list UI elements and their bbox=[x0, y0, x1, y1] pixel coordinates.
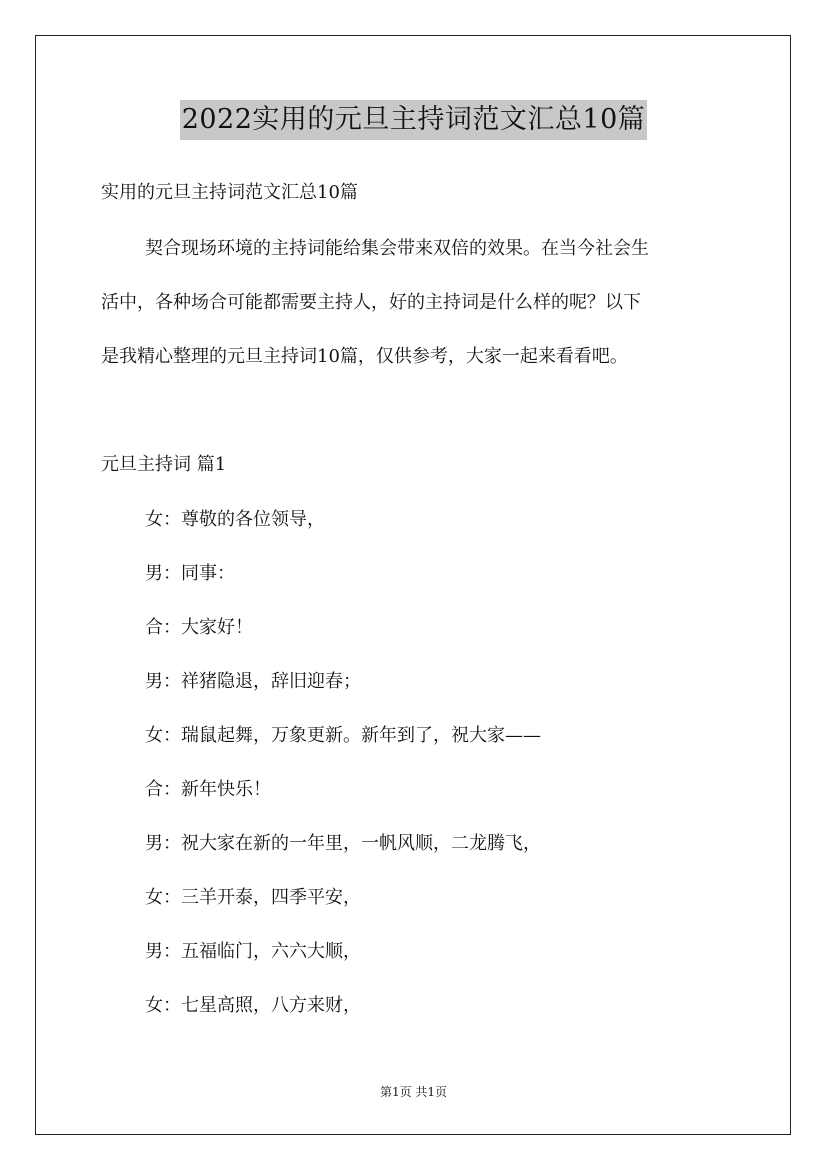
document-subtitle: 实用的元旦主持词范文汇总10篇 bbox=[101, 182, 358, 203]
intro-line-3: 是我精心整理的元旦主持词10篇，仅供参考，大家一起来看看吧。 bbox=[101, 346, 628, 367]
dialogue-line: 女：尊敬的各位领导， bbox=[145, 509, 325, 530]
dialogue-line: 女：七星高照，八方来财， bbox=[145, 995, 361, 1016]
intro-line-2: 活中，各种场合可能都需要主持人，好的主持词是什么样的呢？以下 bbox=[101, 292, 641, 313]
dialogue-line: 女：三羊开泰，四季平安， bbox=[145, 887, 361, 908]
intro-line-1: 契合现场环境的主持词能给集会带来双倍的效果。在当今社会生 bbox=[145, 238, 649, 259]
dialogue-line: 男：五福临门，六六大顺， bbox=[145, 941, 361, 962]
dialogue-line: 女：瑞鼠起舞，万象更新。新年到了，祝大家—— bbox=[145, 725, 541, 746]
title-container bbox=[0, 100, 827, 140]
section-heading: 元旦主持词 篇1 bbox=[101, 454, 227, 475]
dialogue-line: 男：祝大家在新的一年里，一帆风顺，二龙腾飞， bbox=[145, 833, 541, 854]
dialogue-line: 合：大家好！ bbox=[145, 617, 253, 638]
page-footer: 第1页 共1页 bbox=[379, 1085, 448, 1099]
dialogue-line: 男：同事： bbox=[145, 563, 235, 584]
dialogue-line: 合：新年快乐！ bbox=[145, 779, 271, 800]
document-title: 2022实用的元旦主持词范文汇总10篇 bbox=[180, 100, 648, 140]
dialogue-line: 男：祥猪隐退，辞旧迎春； bbox=[145, 671, 361, 692]
